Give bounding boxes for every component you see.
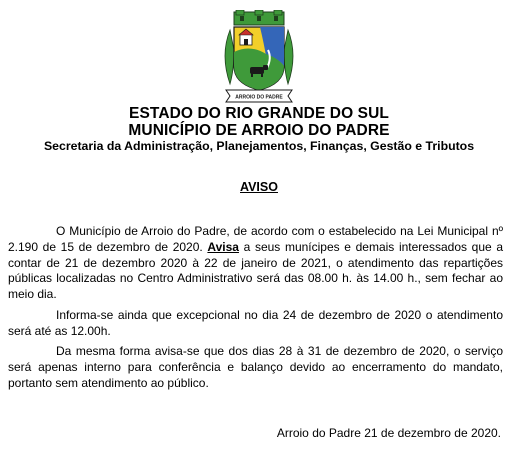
- notice-paragraph-3-text: Da mesma forma avisa-se que dos dias 28 à 31 de dezembro de 2020, o serviço será apenas interno para conferência e balanço devido ao encerramento do mandato, portanto sem atendimento ao público.: [8, 344, 503, 390]
- state-heading: ESTADO DO RIO GRANDE DO SUL: [129, 105, 389, 122]
- notice-paragraph-2: [8, 308, 503, 340]
- notice-paragraph-1-rest: a seus munícipes e demais interessados que a contar de 21 de dezembro 2020 à 22 de janeiro de 2021, o atendimento das repartições públicas localizadas no Centro Administrativo será das 08.00 h. às 14.00 h., sem fechar ao meio dia.: [8, 239, 503, 302]
- notice-paragraph-3: [8, 344, 503, 391]
- notice-emphasis-avisa: Avisa: [207, 239, 239, 254]
- coat-banner-text: ARROIO DO PADRE: [235, 94, 283, 101]
- signature-date-line: Arroio do Padre 21 de dezembro de 2020.: [276, 426, 501, 440]
- notice-paragraph-1: [8, 224, 503, 303]
- municipality-heading: MUNICÍPIO DE ARROIO DO PADRE: [128, 122, 390, 139]
- notice-title: AVISO: [240, 180, 278, 194]
- coat-of-arms-icon: [220, 10, 298, 104]
- notice-paragraph-1-intro: O Município de Arroio do Padre, de acordo com o estabelecido na Lei Municipal nº 2.190 de 15 de dezembro de 2020.: [8, 224, 503, 254]
- department-heading: Secretaria da Administração, Planejamentos, Finanças, Gestão e Tributos: [43, 139, 475, 153]
- notice-paragraph-2-text: Informa-se ainda que excepcional no dia 24 de dezembro de 2020 o atendimento será até as 12.00h.: [8, 308, 503, 338]
